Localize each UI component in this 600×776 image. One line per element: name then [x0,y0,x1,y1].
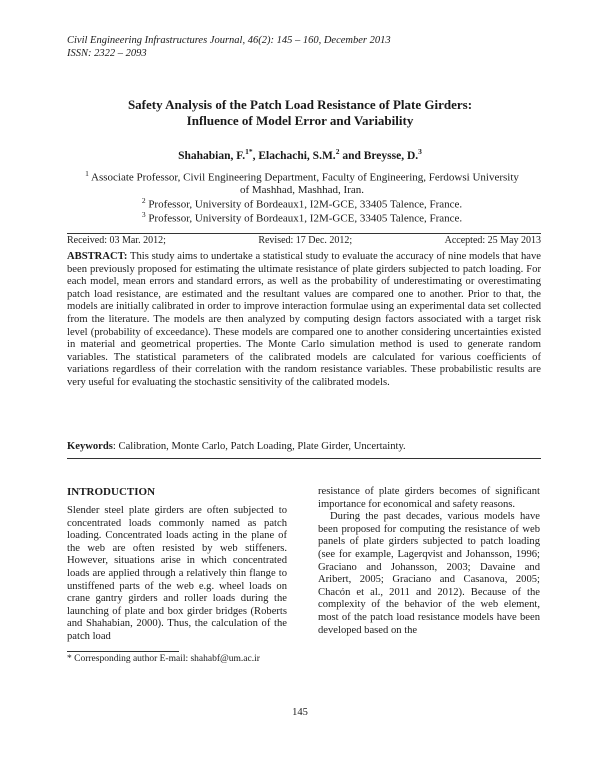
keywords [67,441,541,452]
author-3: Breysse, D. [363,149,419,162]
body-column-1 [67,505,287,644]
affiliation-1-num: 1 [85,169,89,178]
paper-title [60,97,540,129]
intro-paragraph-1-cont: resistance of plate girders becomes of significant importance for economical and safety reasons. [318,486,540,510]
intro-paragraph-1: Slender steel plate girders are often subjected to concentrated loads commonly named as patch loading. Concentrated loads acting in the plane of the web are often resisted by web stiffeners. However, situations arise in which concentrated loads are applied through a relatively thin flange to unstiffened parts of the web e.g. wheel loads on crane gantry girders and roller loads during the launching of plate and box girder bridges (Roberts and Shahabian, 2000). Thus, the calculation of the patch load [67,505,287,642]
journal-issn: ISSN: 2322 – 2093 [67,48,147,59]
abstract-text: This study aims to undertake a statistical study to evaluate the accuracy of nine models that have been previously proposed for estimating the ultimate resistance of plate girders subjected to patch loading. For each model, mean errors and standard errors, as well as the probability of underestimating or overestimating patch load resistance, are estimated and the resultant values are compared one to another. Prior to that, the models are initially calibrated in order to improve interaction formulae using an experimental data set collected from the literature. The models are then analyzed by computing design factors associated with a target risk level (probability of exceedance). These models are compared one to another considering uncertainties existed in material and geometrical properties. The Monte Carlo simulation method is used to generate random variables. The statistical parameters of the calibrated models are calculated for various coefficients of variations regardless of their correlation with the random resistance variables. These probabilistic results are very useful for evaluating the stochastic sensitivity of the calibrated models. [67,251,541,388]
author-1-sup: 1* [245,147,253,156]
affiliation-3 [82,209,522,225]
author-list [60,147,540,162]
affiliation-2-text: Professor, University of Bordeaux1, I2M-GCE, 33405 Talence, France. [148,198,463,211]
affiliation-3-num: 3 [141,210,146,219]
body-column-2 [318,486,540,637]
section-heading-introduction: INTRODUCTION [67,486,156,498]
footnote-text: * Corresponding author E-mail: [67,654,191,664]
author-3-sup: 3 [418,147,422,156]
abstract-label: ABSTRACT: [67,251,128,262]
journal-header [67,34,391,60]
footnote-email[interactable]: shahabf@um.ac.ir [190,654,260,664]
keywords-text: : Calibration, Monte Carlo, Patch Loading, Plate Girder, Uncertainty. [112,441,406,452]
affiliation-1-text: Associate Professor, Civil Engineering Department, Faculty of Engineering, Ferdowsi University of Mashhad, Mashhad, Iran. [91,171,519,197]
footnote [67,654,260,664]
affiliation-2-num: 2 [141,196,146,205]
intro-paragraph-2: During the past decades, various models have been proposed for computing the resistance of web panels of plate girders subjected to patch loading (see for example, Lagerqvist and Johansson, 1996; Graciano and Johansson, 2003; Davaine and Aribert, 2005; Graciano and Casanova, 2005; Chacón et al., 2011 and 2012). Because of the complexity of the behavior of the web element, most of the patch load resistance models have been developed based on the [318,511,540,636]
abstract [67,251,541,390]
received-date: Received: 03 Mar. 2012; [67,235,166,246]
author-sep-1: , [252,149,259,162]
divider-bottom [67,458,541,459]
journal-citation: Civil Engineering Infrastructures Journal, 46(2): 145 – 160, December 2013 [67,35,391,46]
title-line-1: Safety Analysis of the Patch Load Resistance of Plate Girders: [127,97,473,112]
page-number: 145 [292,707,308,718]
affiliation-1 [82,168,522,197]
dates-row [67,235,541,246]
affiliation-3-text: Professor, University of Bordeaux1, I2M-GCE, 33405 Talence, France. [148,212,463,225]
author-2: Elachachi, S.M. [258,149,336,162]
author-sep-2: and [339,149,364,162]
footnote-divider [67,651,179,652]
author-1: Shahabian, F. [178,149,246,162]
divider-top [67,233,541,234]
keywords-label: Keywords [67,441,113,452]
accepted-date: Accepted: 25 May 2013 [444,235,541,246]
title-line-2: Influence of Model Error and Variability [186,113,414,128]
revised-date: Revised: 17 Dec. 2012; [258,235,353,246]
author-2-sup: 2 [335,147,340,156]
